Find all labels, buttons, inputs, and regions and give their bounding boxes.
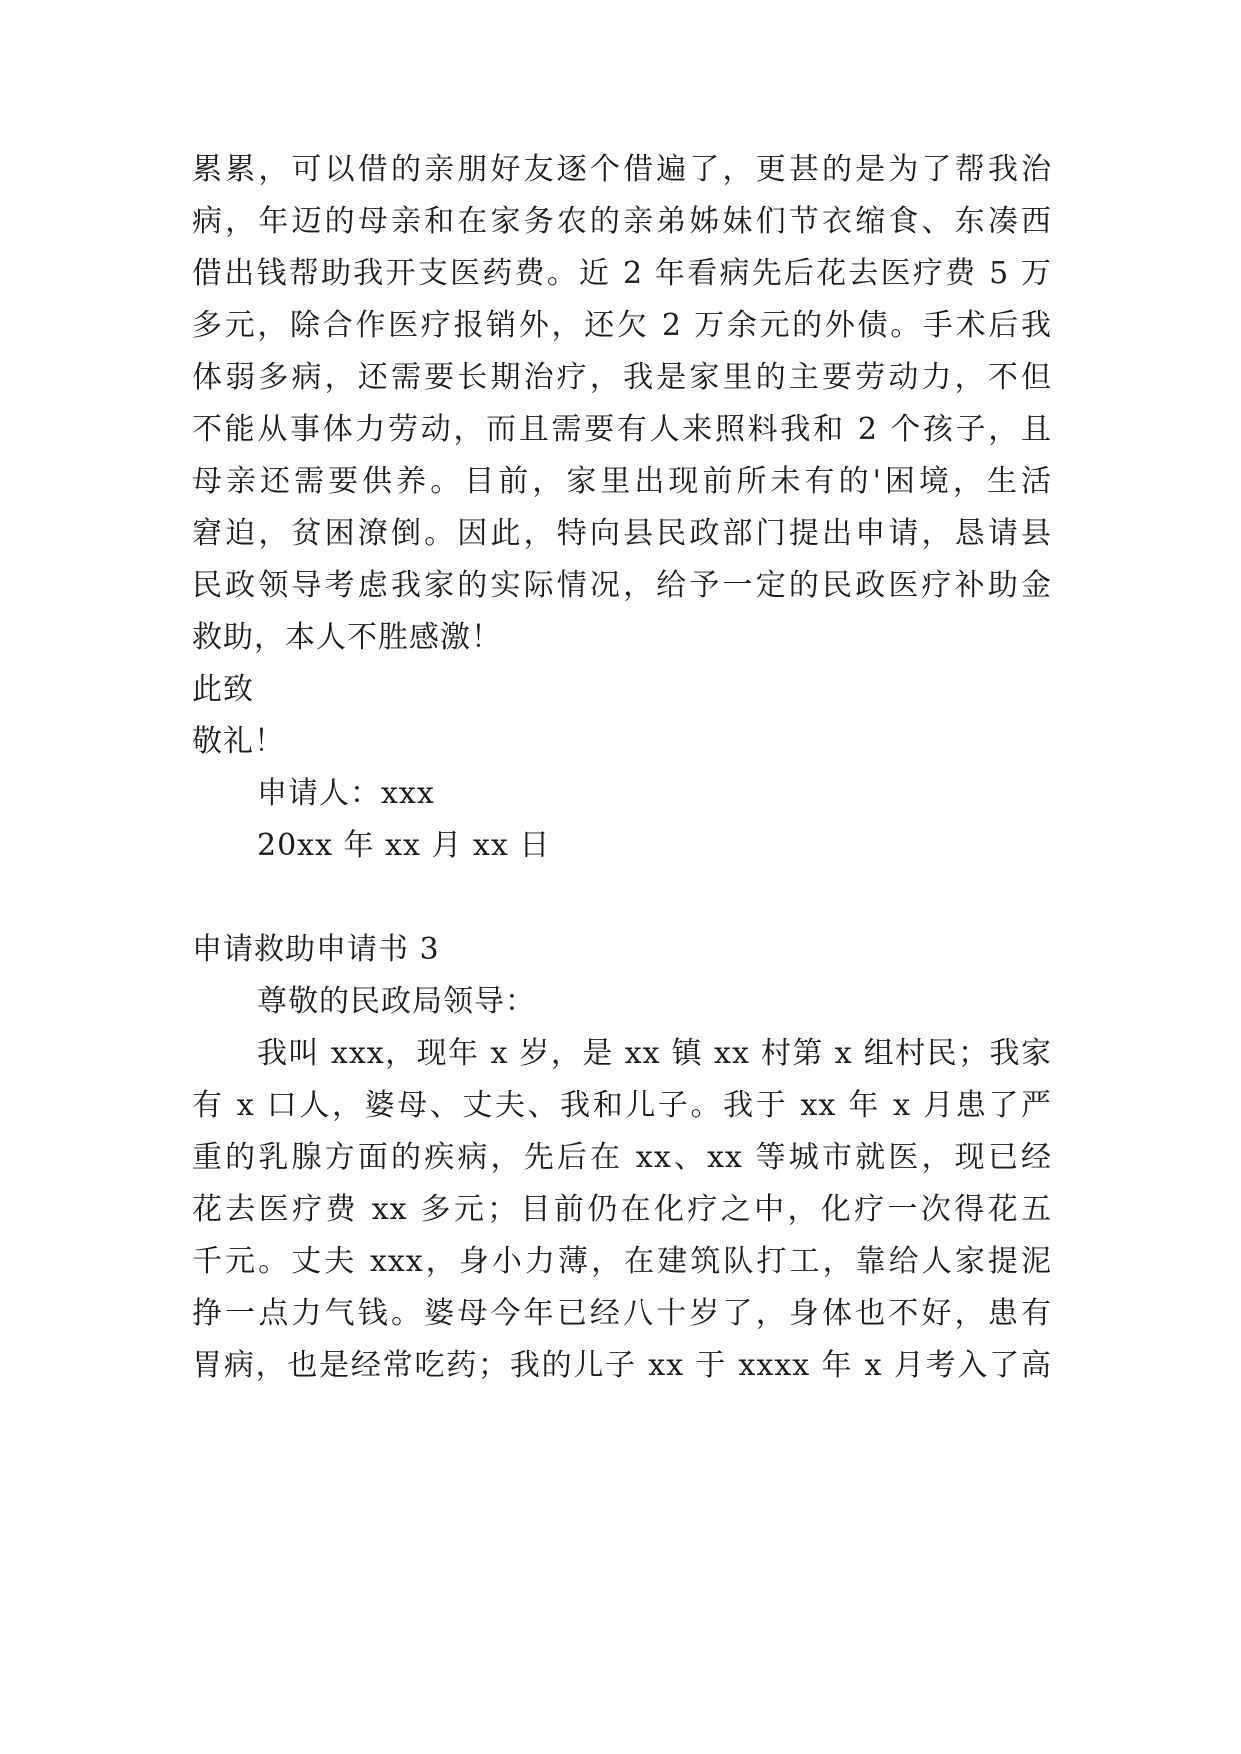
paragraph-line: 多元，除合作医疗报销外，还欠 2 万余元的外债。手术后我 [192, 308, 1052, 343]
paragraph-line: 千元。丈夫 xxx，身小力薄，在建筑队打工，靠给人家提泥 [192, 1244, 1052, 1279]
closing-line: 敬礼！ [192, 724, 285, 759]
salutation: 尊敬的民政局领导： [257, 984, 536, 1019]
paragraph-line: 借出钱帮助我开支医药费。近 2 年看病先后花去医疗费 5 万 [192, 256, 1052, 291]
paragraph-line: 病，年迈的母亲和在家务农的亲弟姊妹们节衣缩食、东凑西 [192, 204, 1052, 239]
paragraph-line: 花去医疗费 xx 多元；目前仍在化疗之中，化疗一次得花五 [192, 1192, 1052, 1227]
paragraph-line: 窘迫，贫困潦倒。因此，特向县民政部门提出申请，恳请县 [192, 516, 1052, 551]
paragraph-line: 有 x 口人，婆母、丈夫、我和儿子。我于 xx 年 x 月患了严 [192, 1088, 1052, 1123]
paragraph-line: 挣一点力气钱。婆母今年已经八十岁了，身体也不好，患有 [192, 1296, 1052, 1331]
paragraph-line: 我叫 xxx，现年 x 岁，是 xx 镇 xx 村第 x 组村民；我家 [257, 1036, 1052, 1071]
applicant-signature: 申请人：xxx [257, 776, 435, 811]
paragraph-line: 不能从事体力劳动，而且需要有人来照料我和 2 个孩子，且 [192, 412, 1052, 447]
application-date: 20xx 年 xx 月 xx 日 [257, 828, 551, 863]
paragraph-line: 胃病，也是经常吃药；我的儿子 xx 于 xxxx 年 x 月考入了高 [192, 1348, 1052, 1383]
closing-line: 此致 [192, 672, 254, 707]
paragraph-line: 救助，本人不胜感激！ [192, 620, 502, 655]
paragraph-line: 体弱多病，还需要长期治疗，我是家里的主要劳动力，不但 [192, 360, 1052, 395]
paragraph-line: 民政领导考虑我家的实际情况，给予一定的民政医疗补助金 [192, 568, 1052, 603]
paragraph-line: 累累，可以借的亲朋好友逐个借遍了，更甚的是为了帮我治 [192, 152, 1052, 187]
paragraph-line: 重的乳腺方面的疾病，先后在 xx、xx 等城市就医，现已经 [192, 1140, 1052, 1175]
paragraph-line: 母亲还需要供养。目前，家里出现前所未有的'困境，生活 [192, 464, 1052, 499]
section-title: 申请救助申请书 3 [192, 932, 440, 967]
